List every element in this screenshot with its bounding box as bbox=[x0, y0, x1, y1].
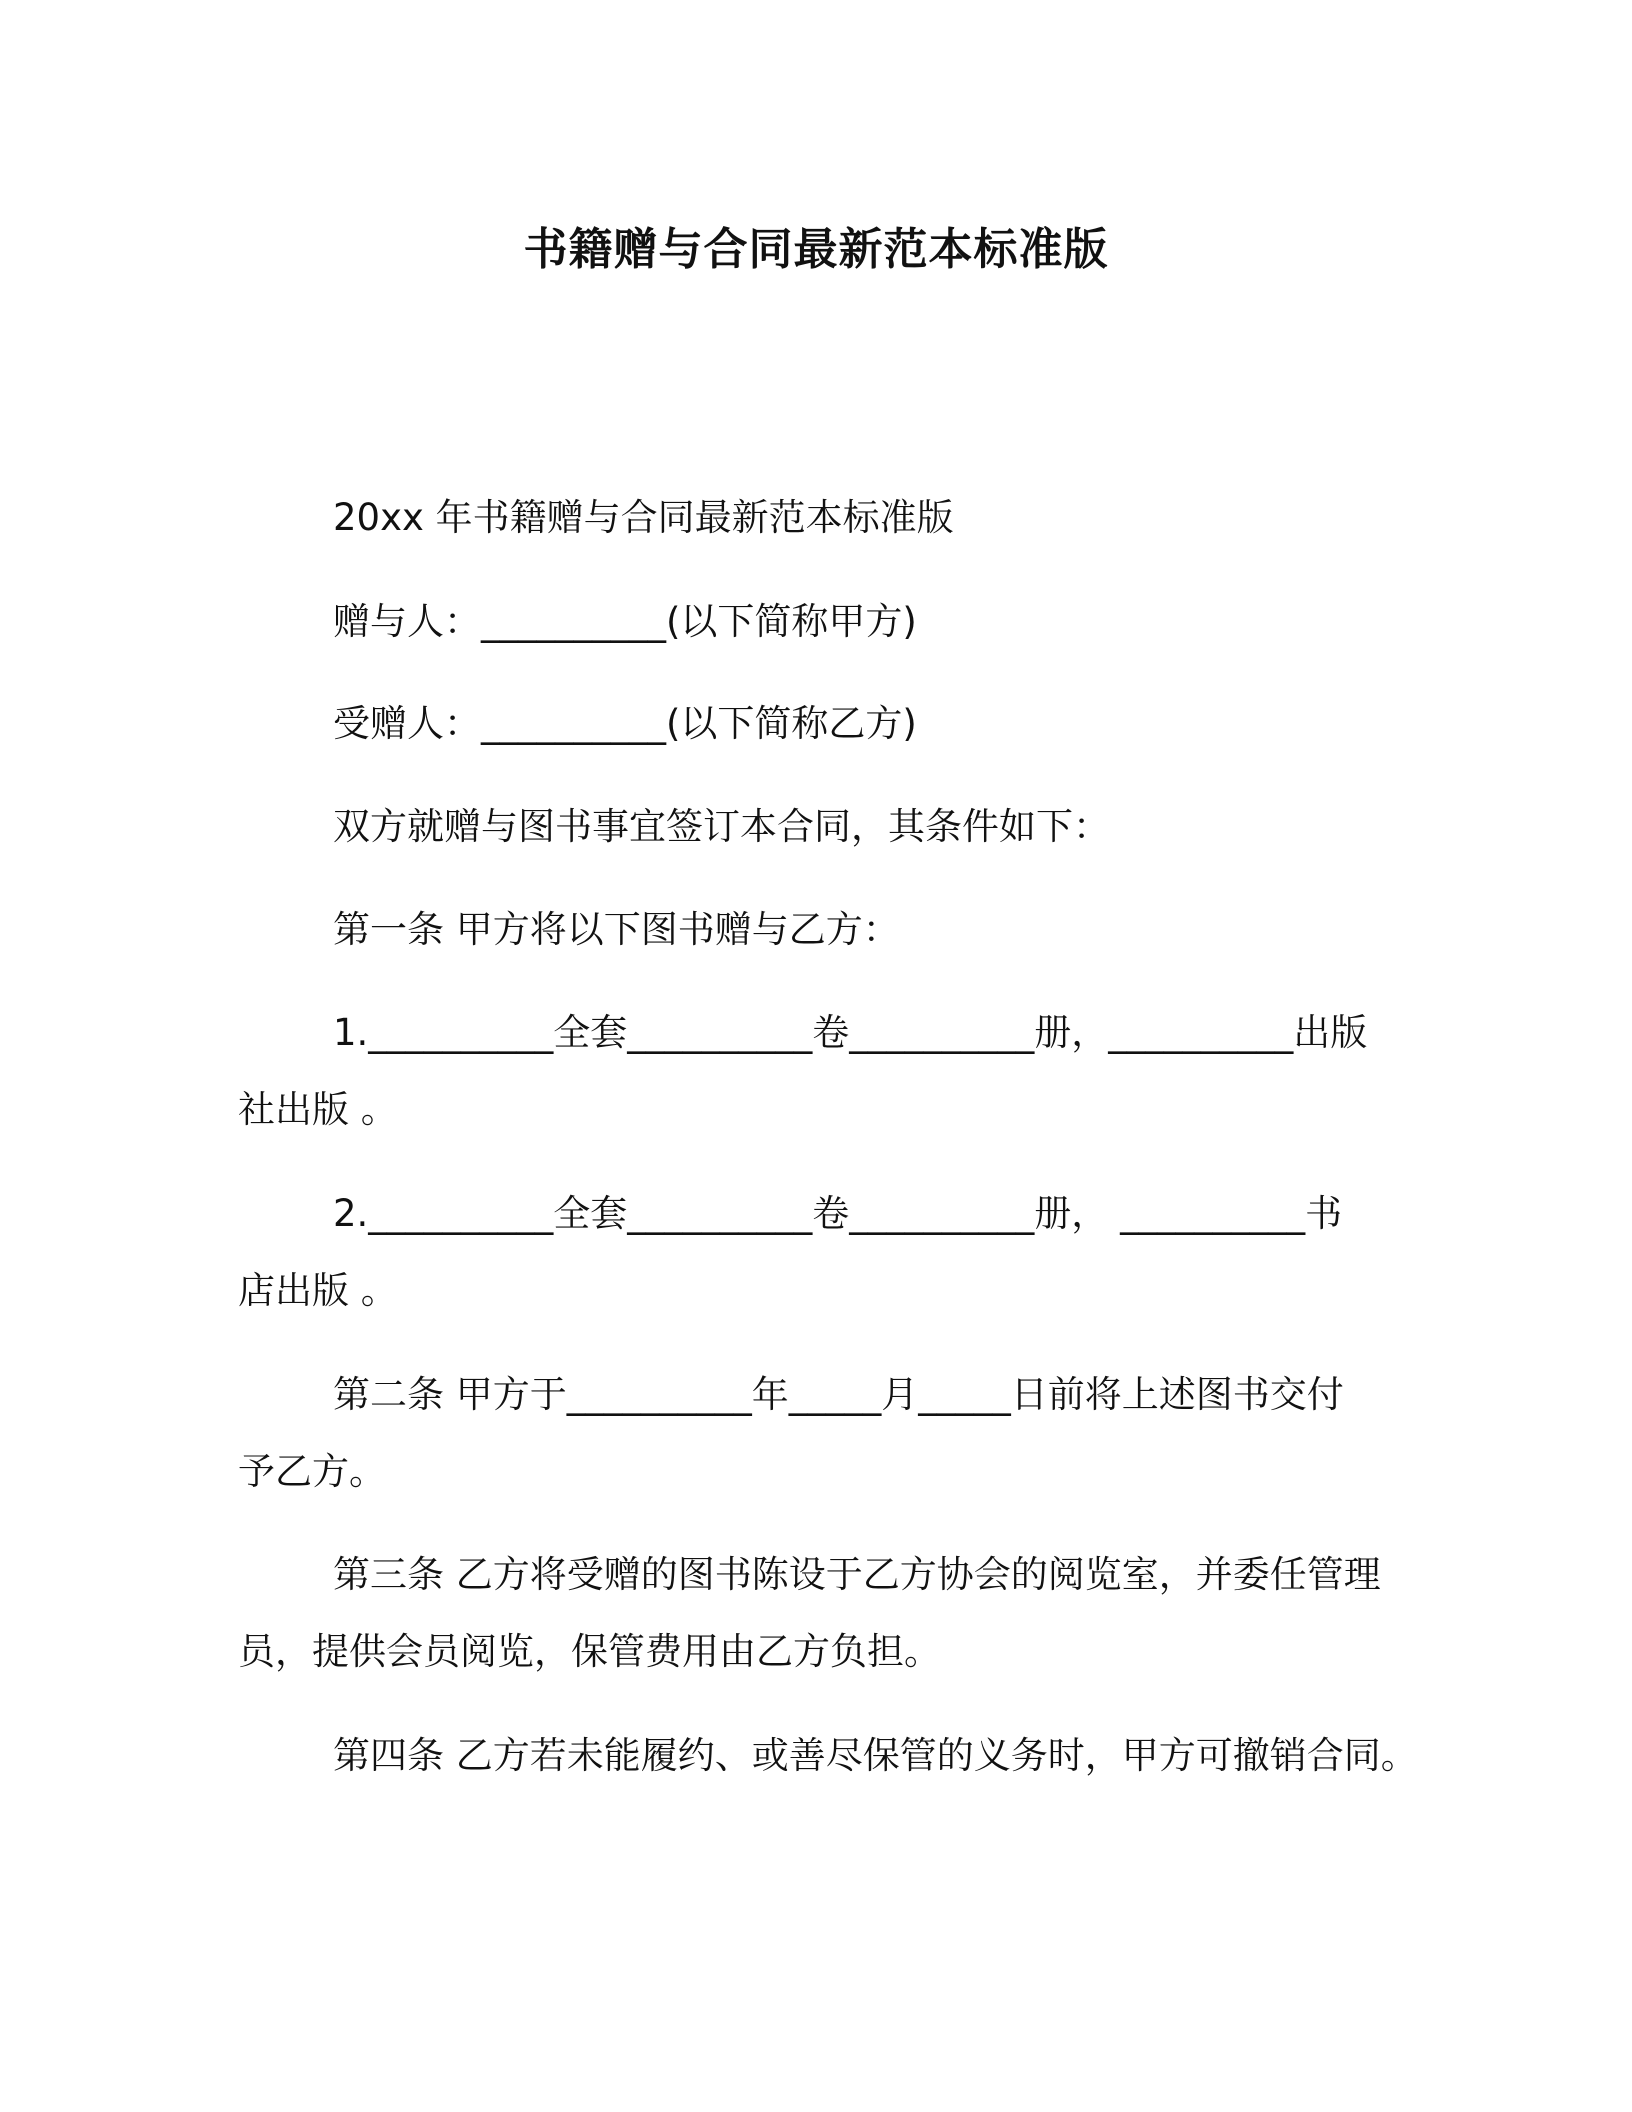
article-2-line-2: 予乙方。 bbox=[238, 1450, 386, 1493]
intro-paragraph: 双方就赠与图书事宜签订本合同，其条件如下： bbox=[333, 805, 1110, 848]
article-1-heading: 第一条 甲方将以下图书赠与乙方： bbox=[333, 908, 900, 951]
article-4-line-1: 第四条 乙方若未能履约、或善尽保管的义务时，甲方可撤销合同。 bbox=[333, 1734, 1418, 1777]
document-title: 书籍赠与合同最新范本标准版 bbox=[523, 224, 1109, 275]
article-1-item-1-line-2: 社出版 。 bbox=[238, 1088, 398, 1131]
article-1-item-2-line-2: 店出版 。 bbox=[238, 1269, 398, 1312]
document-subtitle: 20xx 年书籍赠与合同最新范本标准版 bbox=[333, 496, 954, 539]
article-1-item-2-line-1: 2.__________全套__________卷__________册， __________书 bbox=[333, 1192, 1343, 1235]
article-2-line-1: 第二条 甲方于__________年_____月_____日前将上述图书交付 bbox=[333, 1373, 1344, 1416]
article-3-line-1: 第三条 乙方将受赠的图书陈设于乙方协会的阅览室，并委任管理 bbox=[333, 1553, 1381, 1596]
article-1-item-1-line-1: 1.__________全套__________卷__________册，__________出版 bbox=[333, 1011, 1368, 1054]
recipient-line: 受赠人：__________(以下简称乙方) bbox=[333, 702, 917, 745]
article-3-line-2: 员，提供会员阅览，保管费用由乙方负担。 bbox=[238, 1630, 941, 1673]
donor-line: 赠与人：__________(以下简称甲方) bbox=[333, 600, 917, 643]
